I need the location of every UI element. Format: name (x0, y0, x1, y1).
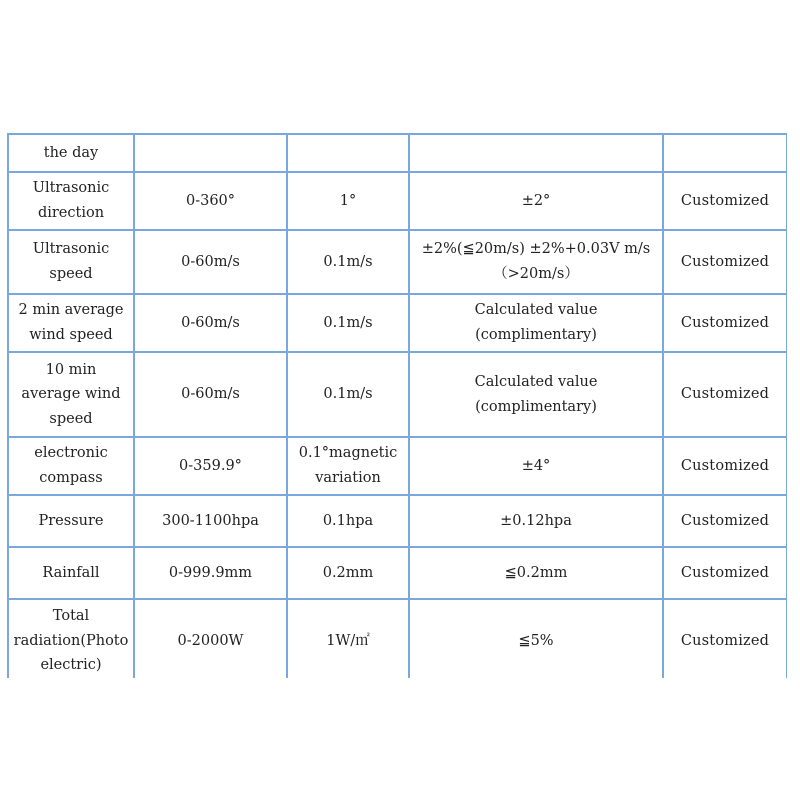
resolution-cell: 0.1m/s (287, 230, 409, 294)
param-cell: Ultrasonic speed (8, 230, 134, 294)
table-row (8, 172, 787, 230)
param-cell: 2 min average wind speed (8, 294, 134, 352)
remark-cell: Customized (663, 437, 787, 495)
range-cell (134, 134, 287, 172)
range-cell: 0-60m/s (134, 230, 287, 294)
table-row (8, 547, 787, 599)
table-row (8, 294, 787, 352)
resolution-cell: 0.2mm (287, 547, 409, 599)
accuracy-cell: ±0.12hpa (409, 495, 663, 547)
accuracy-cell: Calculated value (complimentary) (409, 294, 663, 352)
table-row (8, 230, 787, 294)
param-cell: 10 min average wind speed (8, 352, 134, 437)
resolution-cell: 0.1°magnetic variation (287, 437, 409, 495)
remark-cell: Customized (663, 230, 787, 294)
param-cell: Ultrasonic direction (8, 172, 134, 230)
remark-cell: Customized (663, 547, 787, 599)
range-cell: 0-999.9mm (134, 547, 287, 599)
range-cell: 0-60m/s (134, 352, 287, 437)
remark-cell: Customized (663, 495, 787, 547)
remark-cell: Customized (663, 352, 787, 437)
accuracy-cell: ±4° (409, 437, 663, 495)
accuracy-cell (409, 134, 663, 172)
resolution-cell: 0.1m/s (287, 294, 409, 352)
range-cell: 0-360° (134, 172, 287, 230)
table-row (8, 437, 787, 495)
resolution-cell: 0.1m/s (287, 352, 409, 437)
range-cell: 0-60m/s (134, 294, 287, 352)
param-cell: Rainfall (8, 547, 134, 599)
accuracy-cell: ≦0.2mm (409, 547, 663, 599)
table-row (8, 495, 787, 547)
accuracy-cell: ≦5% (409, 599, 663, 678)
accuracy-cell: Calculated value (complimentary) (409, 352, 663, 437)
remark-cell (663, 134, 787, 172)
range-cell: 0-359.9° (134, 437, 287, 495)
remark-cell: Customized (663, 294, 787, 352)
param-cell: the day (8, 134, 134, 172)
spec-table-container (7, 133, 787, 678)
param-cell: Pressure (8, 495, 134, 547)
param-cell: electronic compass (8, 437, 134, 495)
table-row (8, 352, 787, 437)
table-row (8, 134, 787, 172)
accuracy-cell: ±2° (409, 172, 663, 230)
param-cell: Total radiation(Photo electric) (8, 599, 134, 678)
resolution-cell: 1° (287, 172, 409, 230)
resolution-cell: 0.1hpa (287, 495, 409, 547)
accuracy-cell: ±2%(≦20m/s) ±2%+0.03V m/s （>20m/s） (409, 230, 663, 294)
range-cell: 0-2000W (134, 599, 287, 678)
spec-table (7, 133, 787, 678)
table-row (8, 599, 787, 678)
resolution-cell (287, 134, 409, 172)
resolution-cell: 1W/㎡ (287, 599, 409, 678)
remark-cell: Customized (663, 599, 787, 678)
remark-cell: Customized (663, 172, 787, 230)
range-cell: 300-1100hpa (134, 495, 287, 547)
